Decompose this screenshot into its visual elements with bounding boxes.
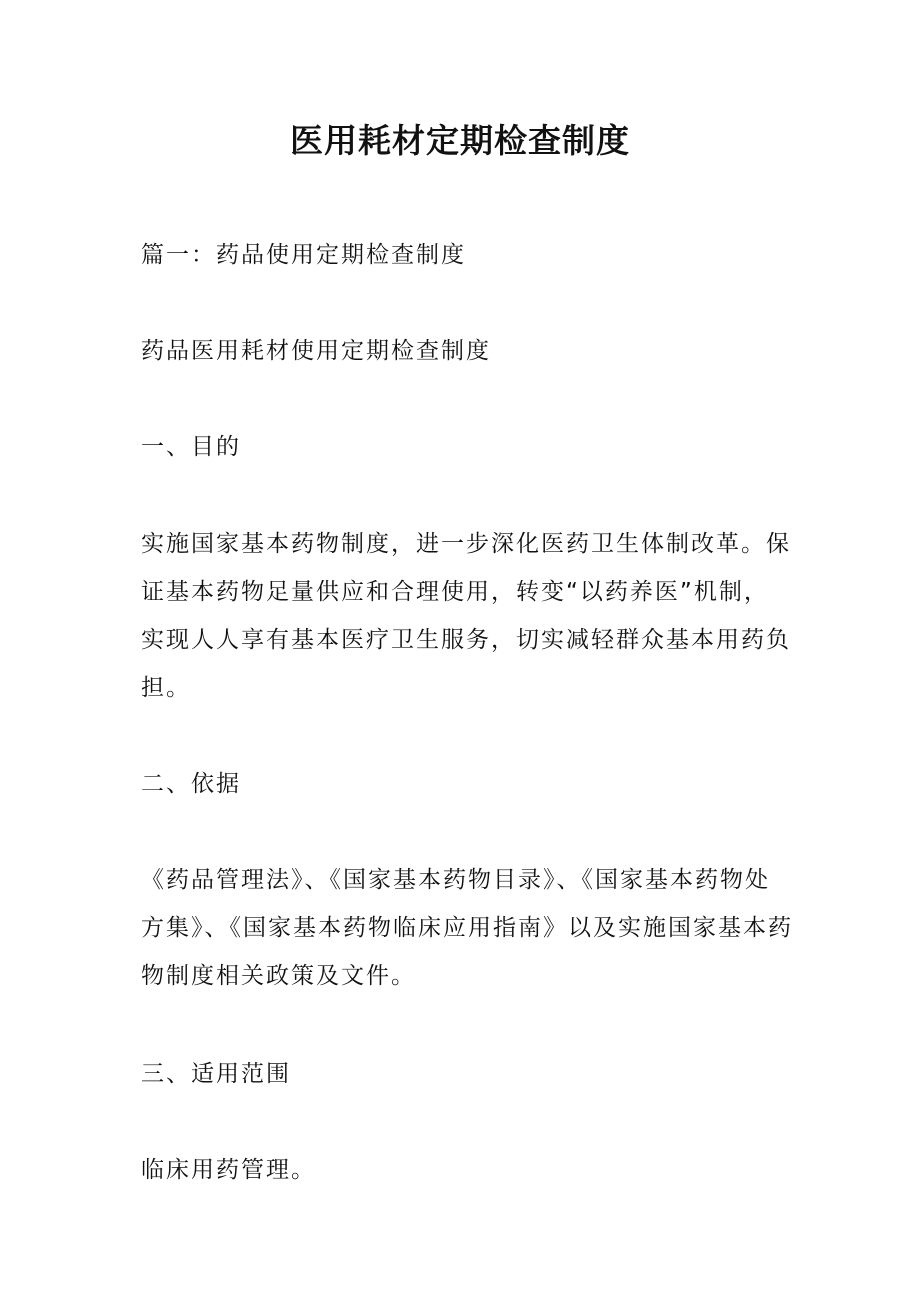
section-3-body bbox=[141, 1146, 791, 1194]
section-heading-main: 药品医用耗材使用定期检查制度 bbox=[141, 338, 491, 364]
section-2-body bbox=[141, 856, 791, 1000]
section-1-body bbox=[141, 520, 791, 712]
paragraph-line: 临床用药管理。 bbox=[141, 1157, 316, 1183]
section-3-heading: 三、适用范围 bbox=[141, 1061, 291, 1087]
paragraph-line: 物制度相关政策及文件。 bbox=[141, 963, 416, 989]
paragraph-line: 证基本药物足量供应和合理使用，转变“以药养医”机制， bbox=[141, 579, 769, 605]
paragraph-line: 《药品管理法》、《国家基本药物目录》、《国家基本药物处 bbox=[141, 867, 770, 893]
section-1-heading: 一、目的 bbox=[141, 434, 241, 460]
section-2-heading: 二、依据 bbox=[141, 771, 241, 797]
paragraph-line: 实施国家基本药物制度，进一步深化医药卫生体制改革。保 bbox=[141, 531, 791, 557]
paragraph-line: 方集》、《国家基本药物临床应用指南》以及实施国家基本药 bbox=[141, 915, 793, 941]
document-title: 医用耗材定期检查制度 bbox=[290, 121, 630, 160]
paragraph-line: 实现人人享有基本医疗卫生服务，切实减轻群众基本用药负 bbox=[141, 627, 791, 653]
subtitle: 篇一：药品使用定期检查制度 bbox=[141, 242, 466, 268]
paragraph-line: 担。 bbox=[141, 675, 191, 701]
